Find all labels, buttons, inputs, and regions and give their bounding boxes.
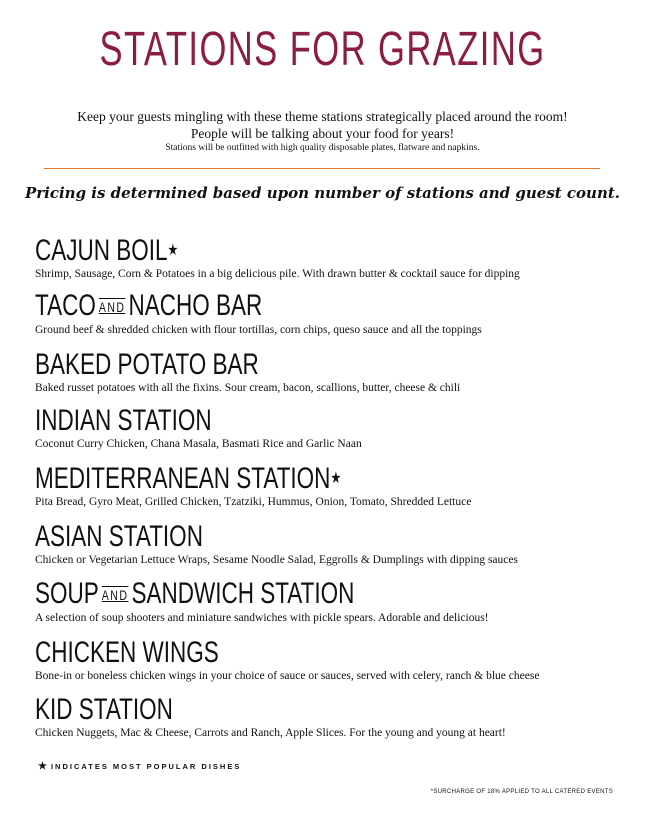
station-asian	[35, 522, 625, 567]
station-baked-potato-bar	[35, 350, 625, 395]
star-icon: ★	[167, 242, 179, 259]
pricing-note: Pricing is determined based upon number of stations and guest count.	[24, 184, 621, 202]
station-name-text: MEDITERRANEAN STATION	[35, 462, 331, 495]
intro-line-1: Keep your guests mingling with these theme stations strategically placed around the room!	[77, 109, 568, 124]
station-taco-nacho-bar	[35, 291, 625, 337]
intro-note: Stations will be outfitted with high quality disposable plates, flatware and napkins.	[165, 143, 480, 153]
station-description: Ground beef & shredded chicken with flour tortillas, corn chips, queso sauce and all the toppings	[35, 324, 482, 337]
intro-line-2: People will be talking about your food for years!	[190, 126, 455, 141]
station-name: CHICKEN WINGS	[35, 636, 219, 669]
station-description: Baked russet potatoes with all the fixins. Sour cream, bacon, scallions, butter, cheese & chili	[35, 382, 461, 394]
station-name	[35, 236, 478, 266]
legend	[38, 761, 241, 772]
station-description: Chicken Nuggets, Mac & Cheese, Carrots and Ranch, Apple Slices. For the young and young at heart!	[35, 727, 506, 739]
station-name: BAKED POTATO BAR	[35, 348, 259, 381]
station-description: Shrimp, Sausage, Corn & Potatoes in a big delicious pile. With drawn butter & cocktail sauce for dipping	[35, 268, 520, 280]
station-name: ASIAN STATION	[35, 520, 203, 553]
station-name-text: CAJUN BOIL	[35, 234, 168, 267]
star-icon: ★	[38, 761, 47, 772]
station-name-part-a: TACO	[35, 289, 96, 322]
station-name-part-b: SANDWICH STATION	[131, 577, 355, 610]
station-cajun-boil	[35, 236, 625, 281]
station-chicken-wings	[35, 638, 625, 683]
star-icon: ★	[330, 470, 342, 487]
page-title: STATIONS FOR GRAZING	[99, 23, 546, 76]
station-name	[35, 291, 478, 322]
station-description: Coconut Curry Chicken, Chana Masala, Basmati Rice and Garlic Naan	[35, 438, 362, 450]
and-connector: AND	[101, 587, 129, 604]
intro-text	[0, 108, 645, 155]
and-connector: AND	[98, 299, 126, 316]
station-name	[35, 579, 478, 610]
station-soup-sandwich	[35, 579, 625, 625]
station-name: KID STATION	[35, 693, 173, 726]
station-description: Bone-in or boneless chicken wings in your choice of sauce or sauces, served with celery, ranch & blue cheese	[35, 670, 540, 682]
station-description: Chicken or Vegetarian Lettuce Wraps, Sesame Noodle Salad, Eggrolls & Dumplings with dipping sauces	[35, 554, 518, 566]
section-divider	[44, 168, 600, 169]
surcharge-note: *SURCHARGE OF 18% APPLIED TO ALL CATERED EVENTS	[430, 789, 613, 795]
station-description: A selection of soup shooters and miniature sandwiches with pickle spears. Adorable and delicious!	[35, 612, 489, 625]
station-mediterranean	[35, 464, 625, 509]
station-name	[35, 464, 478, 494]
station-indian	[35, 406, 625, 451]
station-kid	[35, 695, 625, 740]
station-name: INDIAN STATION	[35, 404, 212, 437]
station-name-part-b: NACHO BAR	[128, 289, 263, 322]
station-description: Pita Bread, Gyro Meat, Grilled Chicken, Tzatziki, Hummus, Onion, Tomato, Shredded Lettuce	[35, 496, 472, 508]
legend-text: INDICATES MOST POPULAR DISHES	[50, 762, 242, 771]
station-name-part-a: SOUP	[35, 577, 99, 610]
